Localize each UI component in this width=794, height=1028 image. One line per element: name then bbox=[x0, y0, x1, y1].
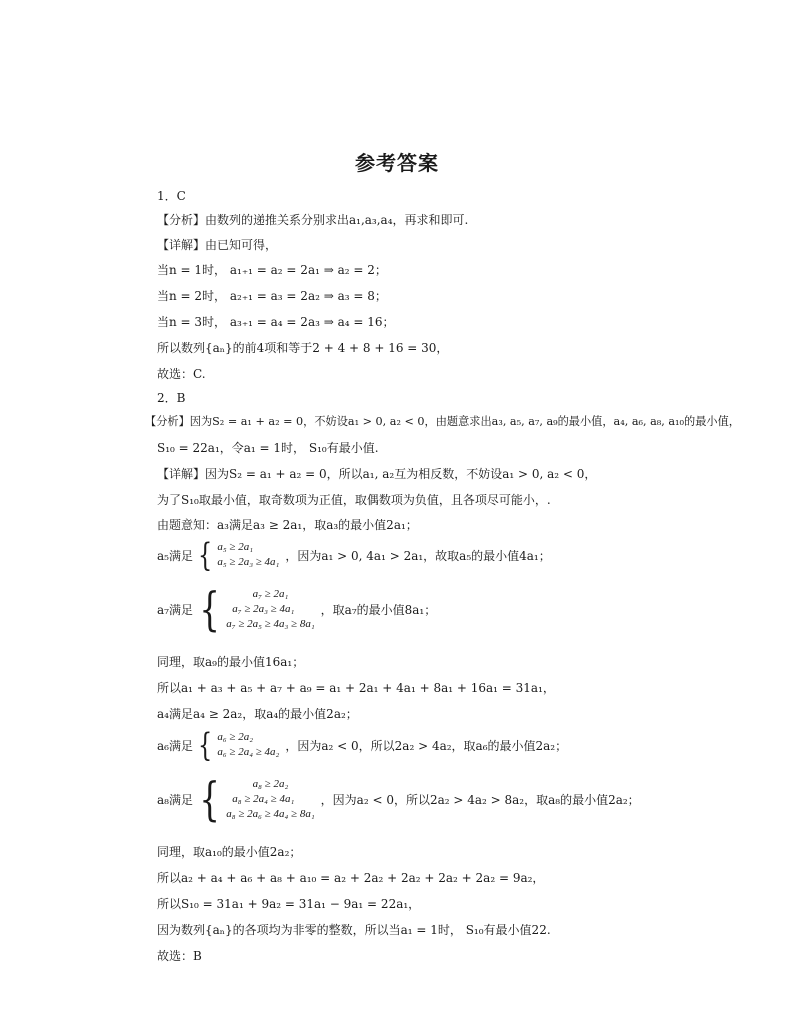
a6-system bbox=[157, 726, 568, 764]
q2-minimize: 为了S₁₀取最小值，取奇数项为正值，取偶数项为负值，且各项尽可能小，. bbox=[157, 493, 551, 507]
a8-row-2: a₈ ≥ 2a₄ ≥ 4a₁ bbox=[232, 792, 295, 805]
q2-analysis: 【分析】因为S₂ = a₁ + a₂ = 0，不妨设a₁ > 0, a₂ < 0，由题意求出a₃, a₅, a₇, a₉的最小值，a₄, a₆, a₈, a₁₀的最小值， bbox=[145, 415, 740, 428]
a6-label: a₆满足 bbox=[157, 738, 193, 753]
a5-conclusion: ，因为a₁ > 0, 4a₁ > 2a₁，故取a₅的最小值4a₁； bbox=[285, 548, 551, 563]
q2-a9: 同理，取a₉的最小值16a₁； bbox=[157, 655, 305, 669]
q1-case-n3: 当n = 3时， a₃₊₁ = a₄ = 2a₃ ⇒ a₄ = 16； bbox=[157, 315, 395, 329]
a5-system bbox=[157, 536, 551, 574]
a5-row-2: a₅ ≥ 2a₃ ≥ 4a₁ bbox=[217, 556, 280, 568]
a8-label: a₈满足 bbox=[157, 792, 193, 807]
a7-row-1: a₇ ≥ 2a₁ bbox=[252, 587, 289, 600]
q1-choice: 故选：C. bbox=[157, 367, 206, 381]
a6-row-1: a₆ ≥ 2a₂ bbox=[217, 731, 254, 743]
q1-case-n2: 当n = 2时， a₂₊₁ = a₃ = 2a₂ ⇒ a₃ = 8； bbox=[157, 289, 387, 303]
question-1-number: 1．C bbox=[157, 189, 186, 203]
q2-analysis-cont: S₁₀ = 22a₁，令a₁ = 1时， S₁₀有最小值. bbox=[157, 441, 379, 455]
a8-row-3: a₈ ≥ 2a₆ ≥ 4a₄ ≥ 8a₁ bbox=[226, 807, 315, 820]
q1-detail: 【详解】由已知可得， bbox=[157, 238, 278, 252]
q1-sum: 所以数列{aₙ}的前4项和等于2 + 4 + 8 + 16 = 30， bbox=[157, 341, 449, 355]
left-brace: { bbox=[198, 726, 213, 764]
a5-row-1: a₅ ≥ 2a₁ bbox=[217, 541, 254, 553]
q2-even-sum: 所以a₂ + a₄ + a₆ + a₈ + a₁₀ = a₂ + 2a₂ + 2a₂ + 2a₂ + 2a₂ = 9a₂， bbox=[157, 871, 545, 885]
q1-analysis: 【分析】由数列的递推关系分别求出a₁,a₃,a₄，再求和即可. bbox=[157, 213, 469, 227]
page-title: 参考答案 bbox=[355, 151, 439, 175]
q2-a4: a₄满足a₄ ≥ 2a₂，取a₄的最小值2a₂； bbox=[157, 707, 358, 721]
left-brace: { bbox=[199, 772, 220, 826]
a8-system bbox=[157, 772, 640, 826]
left-brace: { bbox=[198, 536, 213, 574]
a7-row-3: a₇ ≥ 2a₅ ≥ 4a₃ ≥ 8a₁ bbox=[226, 617, 315, 630]
q2-a3: 由题意知：a₃满足a₃ ≥ 2a₁，取a₃的最小值2a₁； bbox=[157, 518, 418, 532]
a8-conclusion: ，因为a₂ < 0，所以2a₂ > 4a₂ > 8a₂，取a₈的最小值2a₂； bbox=[320, 792, 640, 807]
a6-row-2: a₆ ≥ 2a₄ ≥ 4a₂ bbox=[217, 746, 280, 758]
a5-label: a₅满足 bbox=[157, 548, 193, 563]
question-2-number: 2．B bbox=[157, 391, 186, 405]
a7-system bbox=[157, 582, 437, 636]
left-brace: { bbox=[199, 582, 220, 636]
a7-conclusion: ，取a₇的最小值8a₁； bbox=[320, 602, 437, 617]
a6-conclusion: ，因为a₂ < 0，所以2a₂ > 4a₂，取a₆的最小值2a₂； bbox=[285, 738, 568, 753]
q1-case-n1: 当n = 1时， a₁₊₁ = a₂ = 2a₁ ⇒ a₂ = 2； bbox=[157, 263, 387, 277]
q2-s10: 所以S₁₀ = 31a₁ + 9a₂ = 31a₁ − 9a₁ = 22a₁， bbox=[157, 897, 421, 911]
a7-row-2: a₇ ≥ 2a₃ ≥ 4a₁ bbox=[232, 602, 295, 615]
a7-label: a₇满足 bbox=[157, 602, 193, 617]
q2-choice: 故选：B bbox=[157, 949, 202, 963]
q2-a10: 同理，取a₁₀的最小值2a₂； bbox=[157, 845, 302, 859]
q2-conclusion: 因为数列{aₙ}的各项均为非零的整数，所以当a₁ = 1时， S₁₀有最小值22. bbox=[157, 923, 551, 937]
q2-detail: 【详解】因为S₂ = a₁ + a₂ = 0，所以a₁, a₂互为相反数，不妨设a₁ > 0, a₂ < 0， bbox=[157, 467, 597, 481]
a8-row-1: a₈ ≥ 2a₂ bbox=[252, 777, 289, 790]
q2-odd-sum: 所以a₁ + a₃ + a₅ + a₇ + a₉ = a₁ + 2a₁ + 4a₁ + 8a₁ + 16a₁ = 31a₁， bbox=[157, 681, 555, 695]
